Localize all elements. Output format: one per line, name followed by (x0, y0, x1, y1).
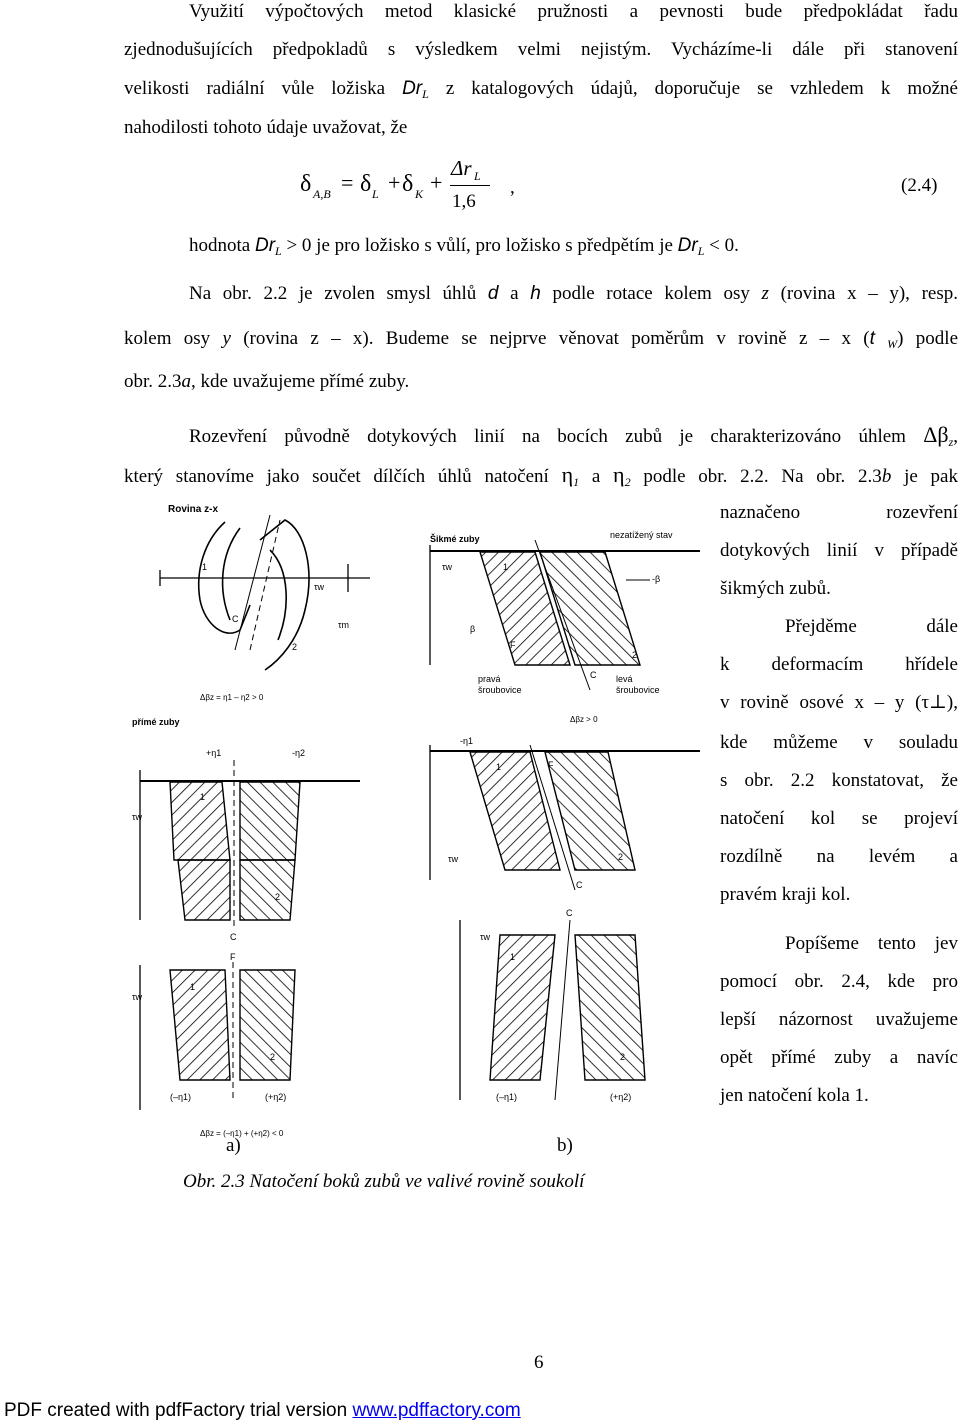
label-f: F (230, 952, 236, 962)
figure-caption: Obr. 2.3 Natočení boků zubů ve valivé rovině soukolí (183, 1171, 585, 1192)
bottom-minus-eta1: (–η1) (496, 1092, 518, 1102)
right-line: pomocí obr. 2.4, kde pro (720, 971, 958, 992)
subfig-label-a: a) (226, 1135, 241, 1156)
label-1: 1 (503, 562, 509, 572)
label-2: 2 (292, 642, 298, 652)
label-c: C (576, 880, 583, 890)
right-line: natočení kol se projeví (720, 808, 958, 829)
subfig-label-b: b) (557, 1135, 573, 1156)
right-line: Přejděme dále (785, 616, 958, 637)
footer-link[interactable]: www.pdffactory.com (352, 1400, 521, 1421)
right-line: k deformacím hřídele (720, 654, 958, 675)
figure-2-3 (130, 500, 710, 1140)
prava-2: šroubovice (478, 685, 522, 695)
label-2: 2 (618, 852, 624, 862)
right-line: opět přímé zuby a navíc (720, 1047, 958, 1068)
minus-eta1: -η1 (460, 736, 474, 746)
bottom-plus-eta2: (+η2) (610, 1092, 632, 1102)
right-line: s obr. 2.2 konstatovat, že (720, 770, 958, 791)
paragraph-3-line-1: Na obr. 2.2 je zvolen smysl úhlů d a h podle rotace kolem osy z (rovina x – y), resp. (189, 283, 958, 304)
paragraph-3-line-3: obr. 2.3a, kde uvažujeme přímé zuby. (124, 371, 410, 392)
label-2: 2 (275, 892, 281, 902)
right-line: v rovině osové x – y (τ⊥), (720, 692, 958, 713)
paragraph-2: hodnota $Dr_L > 0$ je pro ložisko s vůlí, pro ložisko s předpětím je $Dr_L < 0$. (189, 235, 739, 258)
label-tau-w: τw (480, 932, 491, 942)
right-line: pravém kraji kol. (720, 884, 851, 905)
plus-eta1: +η1 (206, 748, 222, 758)
right-line: Popíšeme tento jev (785, 933, 958, 954)
label-1: 1 (200, 792, 206, 802)
minus-eta2: -η2 (292, 748, 306, 758)
panel-b-bottom (460, 908, 645, 1102)
label-tau-w: τw (442, 562, 453, 572)
panel-b-top (430, 530, 700, 695)
panel-a-middle (132, 760, 360, 942)
paragraph-4-line-2: který stanovíme jako součet dílčích úhlů natočení $\eta_1$ a $\eta_2$ podle obr. 2.2. Na obr. 2.3b je pak (124, 462, 958, 489)
paragraph-1-line-3: velikosti radiální vůle ložiska $Dr_L$ z katalogových údajů, doporučuje se vzhledem k možné (124, 78, 958, 101)
label-1: 1 (496, 762, 502, 772)
right-line: šikmých zubů. (720, 578, 831, 599)
right-line: dotykových linií v případě (720, 540, 958, 561)
label-minus-beta: -β (652, 574, 661, 584)
footer-text: PDF created with pdfFactory trial version (4, 1400, 353, 1421)
right-line: kde můžeme v souladu (720, 732, 958, 753)
panel-a-top (132, 504, 370, 758)
label-f: F (510, 640, 516, 650)
right-line: naznačeno rozevření (720, 502, 958, 523)
pdf-footer (4, 1400, 521, 1422)
bottom-eq: Δβz = (–η1) + (+η2) < 0 (200, 1129, 284, 1138)
label-tau-w: τw (132, 812, 143, 822)
label-tau-w: τw (448, 854, 459, 864)
right-line: lepší názornost uvažujeme (720, 1009, 958, 1030)
paragraph-3-line-2: kolem osy y (rovina z – x). Budeme se nejprve věnovat poměrům v rovině z – x (t $_W$) podle (124, 328, 959, 351)
label-tau-w: τw (314, 582, 325, 592)
leva-2: šroubovice (616, 685, 660, 695)
label-tau-m: τm (338, 620, 350, 630)
label-beta: β (470, 624, 476, 634)
label-2: 2 (620, 1052, 626, 1062)
right-line: rozdílně na levém a (720, 846, 958, 867)
paragraph-1-line-1: Využití výpočtových metod klasické pružnosti a pevnosti bude předpokládat řadu (189, 1, 958, 22)
equation-label: (2.4) (901, 175, 938, 196)
paragraph-1-line-2: zjednodušujících předpokladů s výsledkem velmi nejistým. Vycházíme-li dále při stanovení (124, 39, 958, 60)
equation-2-4: δ A,B = δ L + δ K + Δr L 1,6 , (300, 156, 515, 212)
paragraph-4-line-1: Rozevření původně dotykových linií na bocích zubů je charakterizováno úhlem $\Delta\beta_z$, (189, 422, 958, 449)
eq-top-b: Δβz > 0 (570, 715, 598, 724)
leva-1: levá (616, 674, 633, 684)
paragraph-1-line-4: nahodilosti tohoto údaje uvažovat, že (124, 117, 408, 138)
label-tau-w: τw (132, 992, 143, 1002)
label-1: 1 (190, 982, 196, 992)
eq-top-a: Δβz = η1 – η2 > 0 (200, 693, 264, 702)
label-1: 1 (510, 952, 516, 962)
label-2: 2 (632, 650, 638, 660)
label-c: C (230, 932, 237, 942)
label-c: C (566, 908, 573, 918)
label-sikme-zuby: Šikmé zuby (430, 534, 480, 544)
label-c: C (590, 670, 597, 680)
panel-a-bottom (132, 952, 295, 1138)
fraction-bar (450, 185, 490, 186)
label-f: F (548, 760, 554, 770)
label-rovina-zx: Rovina z-x (168, 504, 219, 515)
label-nezatizeny-stav: nezatížený stav (610, 530, 673, 540)
bottom-minus-eta1: (–η1) (170, 1092, 192, 1102)
page-number: 6 (534, 1352, 544, 1373)
prava-1: pravá (478, 674, 501, 684)
right-line: jen natočení kola 1. (720, 1085, 869, 1106)
panel-b-middle (430, 715, 700, 890)
label-2: 2 (270, 1052, 276, 1062)
label-prime-zuby: přímé zuby (132, 717, 180, 727)
label-1: 1 (202, 562, 208, 572)
label-c: C (232, 614, 239, 624)
bottom-plus-eta2: (+η2) (265, 1092, 287, 1102)
